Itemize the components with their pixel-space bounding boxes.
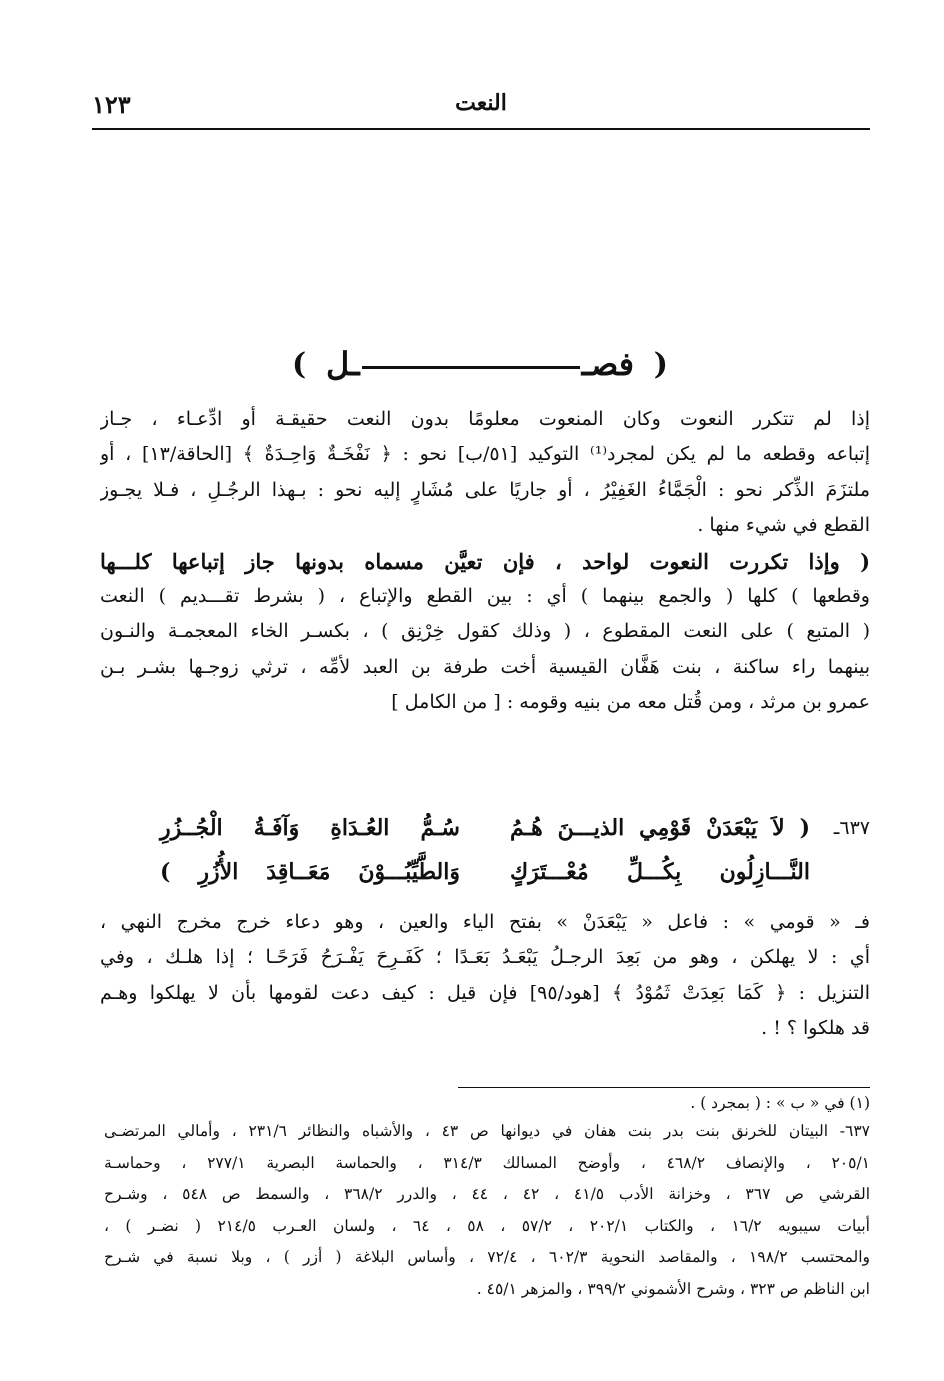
paragraph-line: ( وإذا تكررت النعوت لواحد ، فإن تعيَّن مسماه بدونها جاز إتباعها كلـــها: [100, 548, 870, 574]
paragraph-line: عمرو بن مرثد ، ومن قُتل معه من بنيه وقومه : [ من الكامل ]: [391, 691, 870, 714]
running-title: النعت: [455, 90, 507, 116]
paragraph-line: إذا لم تتكرر النعوت وكان المنعوت معلومًا بدون النعت حقيقـة أو ادِّعـاء ، جـاز: [100, 408, 870, 430]
footnote-line: (١) في « ب » : ( بمجرد ) .: [690, 1094, 870, 1112]
footnote-line: القرشي ص ٣٦٧ ، وخزانة الأدب ٤١/٥ ، ٤٢ ، ٤٤ ، والدرر ٣٦٨/٢ ، والسمط ص ٥٤٨ ، وشـرح: [104, 1185, 870, 1204]
paragraph-line: التنزيل : ﴿ كَمَا بَعِدَتْ ثَمُوْدُ ﴾ [هود/٩٥] فإن قيل : كيف دعت لقومها بأن لا يهلكوا وهـم: [100, 981, 870, 1004]
page-number: ١٢٣: [92, 90, 131, 119]
verse-hemistich: وَالطَّيِّبُـــوْنَ مَعَــاقِدَ الأُزُرِ ): [160, 859, 460, 885]
verse-hemistich: ( لاَ يَبْعَدَنْ قَوْمِي الذيـــنَ هُـمُ: [510, 815, 810, 841]
paragraph-line: فـ « قومي » : فاعل « يَبْعَدَنْ » بفتح الياء والعين ، وهو دعاء خرج مخرج النهي ،: [100, 911, 870, 933]
heading-open-paren: (: [653, 347, 668, 382]
footnote-line: والمحتسب ١٩٨/٢ ، والمقاصد النحوية ٦٠٢/٣ ، ٧٢/٤ ، وأساس البلاغة ( أزر ) ، وبلا نسبة في شـرح: [104, 1248, 870, 1267]
footnote-separator: [458, 1087, 870, 1088]
heading-word-start: فصـ: [581, 345, 634, 383]
paragraph-line: بينهما راء ساكنة ، بنت هَفَّان القيسية أخت طرفة بن العبد لأمِّه ، ترثي زوجـها بشـر بـن: [100, 655, 870, 678]
paragraph-line: ( المتبع ) على النعت المقطوع ، ( وذلك كقول خِرْنِق ) ، بكسـر الخاء المعجمـة والنـون: [100, 620, 870, 643]
paragraph-line: وقطعها ) كلها ( والجمع بينهما ) أي : بين القطع والإتباع ، ( بشرط تقـــديم ) النعت: [100, 584, 870, 607]
paragraph-line: قد هلكوا ؟ ! .: [761, 1017, 870, 1040]
verse-line-1: [150, 808, 870, 848]
paragraph-line: القطع في شيء منها .: [697, 514, 870, 537]
main-text: [100, 402, 870, 721]
paragraph-line: إتباعه وقطعه ما لم يكن لمجرد⁽¹⁾ التوكيد [٥١/ب] نحو : ﴿ نَفْخَـةٌ وَاحِـدَةٌ ﴾ [الحاقة/١٣] ، أو: [100, 443, 870, 466]
verse-line-2: [150, 852, 870, 892]
heading-kashida: [362, 366, 580, 369]
heading-close-paren: ): [292, 347, 307, 382]
verse-number: ٦٣٧ـ: [833, 817, 870, 839]
footnote-line: ٢٠٥/١ ، والإنصاف ٤٦٨/٢ ، وأوضح المسالك ٣١٤/٣ ، والحماسة البصرية ٢٧٧/١ ، وحماسـة: [104, 1153, 870, 1172]
paragraph-line: ملتزَمَ الذِّكر نحو : الْجَمَّاءُ الغَفِيْرُ ، أو جاريًا على مُشَارٍ إليه نحو : بـهذا الرجُـلِ ، فـلا يجـوز: [100, 478, 870, 501]
heading-word: [326, 345, 634, 383]
footnote-line: أبيات سيبويه ١٦/٢ ، والكتاب ٢٠٢/١ ، ٥٧/٢ ، ٥٨ ، ٦٤ ، ولسان العـرب ٢١٤/٥ ( نضـر ) ،: [104, 1216, 870, 1235]
paragraph-line: أي : لا يهلكن ، وهو من بَعِدَ الرجـلُ يَبْعَـدُ بَعَـدًا ؛ كَفَـرِحَ يَفْـرَحُ فَرَحًـا ؛ إذا هلـك ، وفي: [100, 946, 870, 969]
footnote-line: ٦٣٧- البيتان للخرنق بنت بدر بنت هفان في ديوانها ص ٤٣ ، والأشباه والنظائر ٢٣١/٦ ، وأمالي المرتضـى: [104, 1122, 870, 1140]
page-header: [92, 88, 870, 130]
footnote-line: ابن الناظم ص ٣٢٣ ، وشرح الأشموني ٣٩٩/٢ ، والمزهر ٤٥/١ .: [476, 1279, 870, 1298]
commentary-text: [100, 905, 870, 1047]
footnotes: [104, 1090, 870, 1306]
verse-hemistich: سُـمُّ العُـدَاةِ وَآفَـةُ الْجُــزُرِ: [160, 815, 460, 841]
heading-word-end: ـل: [326, 345, 360, 383]
section-heading: [292, 343, 668, 391]
verse-hemistich: النَّـــازِلُون بِكُـــلِّ مُعْـــتَرَكٍ: [510, 859, 810, 885]
